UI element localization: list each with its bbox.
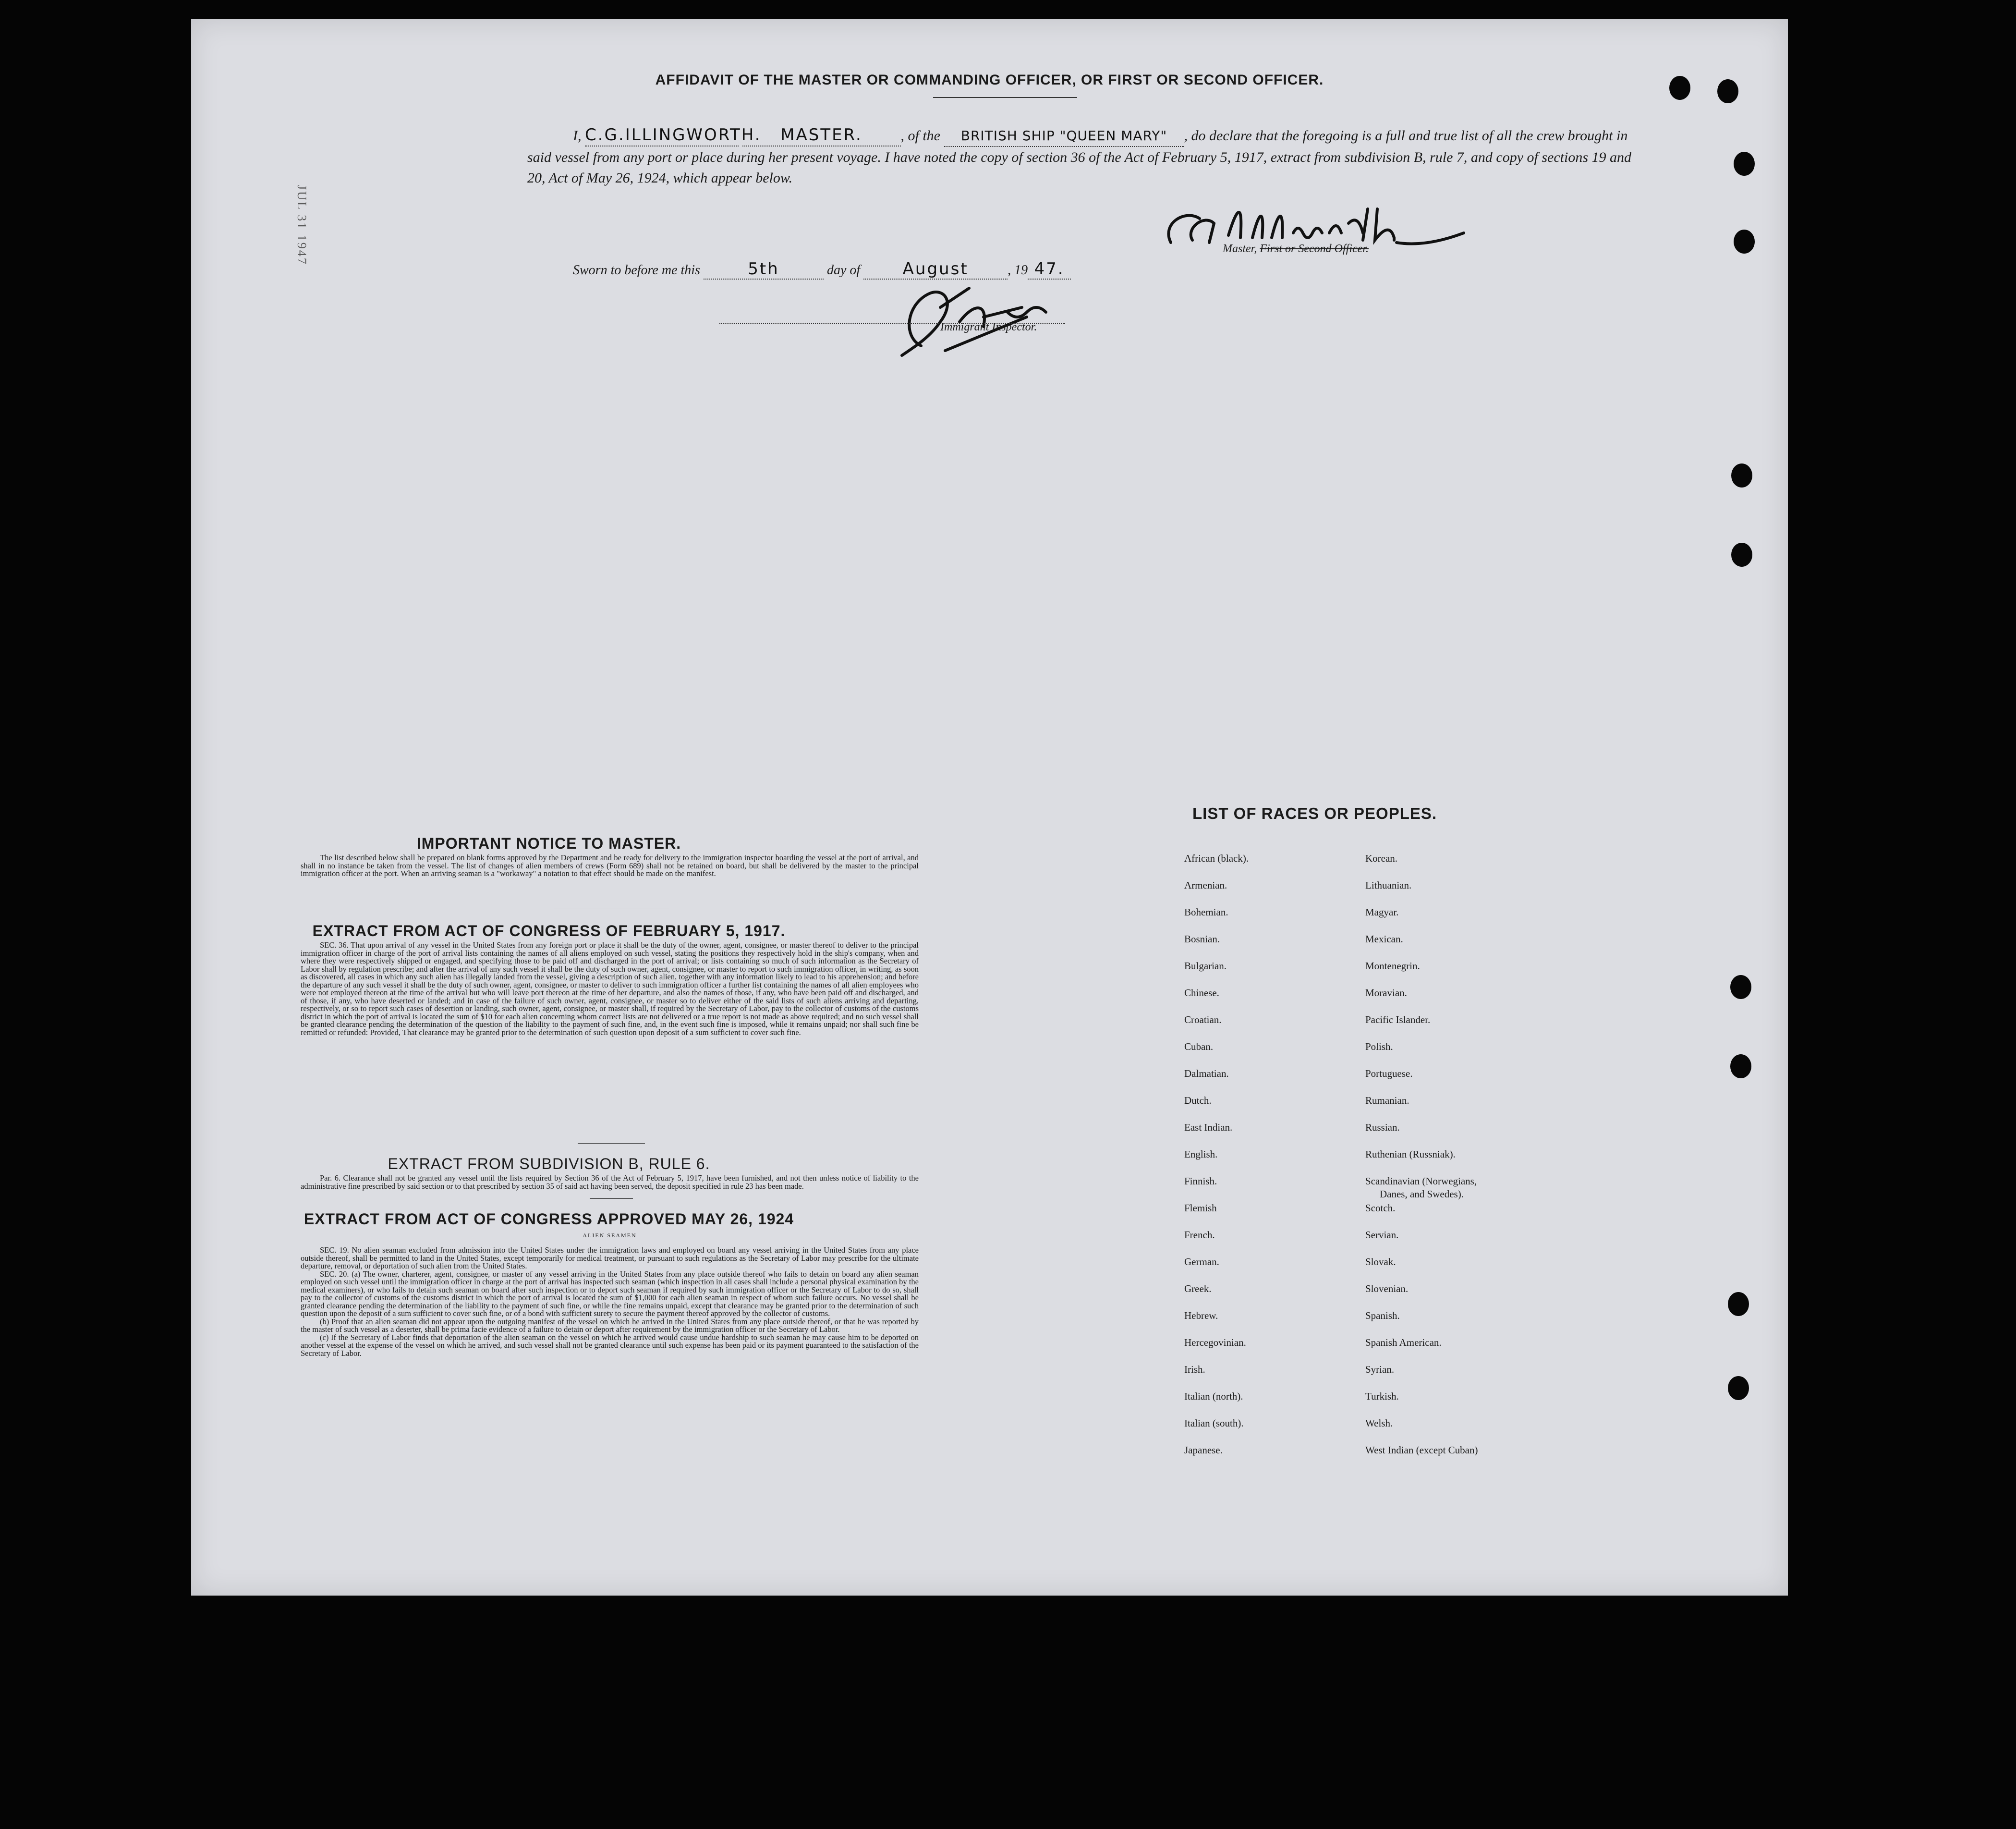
extract-1924-text (301, 1246, 919, 1357)
race-item: Welsh. (1365, 1417, 1393, 1429)
extract-1924-para: (b) Proof that an alien seaman did not appear upon the outgoing manifest of the vessel on which he arrived in the United States from any place outside thereof, or that he was reported by the master of such vessel as a deserter, shall be prima facie evidence of a failure to detain or deport after requirement by the immigration officer or the Secretary of Labor. (301, 1317, 919, 1334)
sworn-line: Sworn to before me this 5th day of August , 19 47. (573, 259, 1071, 280)
extract-1924-subtitle: ALIEN SEAMEN (583, 1232, 637, 1239)
race-item: French. (1184, 1229, 1215, 1241)
binder-hole (1730, 975, 1751, 999)
race-item: Montenegrin. (1365, 960, 1420, 972)
race-item: Bulgarian. (1184, 960, 1227, 972)
sworn-year: 47. (1028, 259, 1071, 280)
race-item: Pacific Islander. (1365, 1014, 1431, 1025)
declaration-body: that the foregoing is a full and true list of all the crew brought in said vessel from any port or place during her present voyage. I have noted the copy of section 36 of the Act of February 5, 1917, extract from subdivision B, rule 7, and copy of sections 19 and 20, Act of May 26, 1924, which appear below. (527, 128, 1632, 186)
race-item: Hebrew. (1184, 1310, 1218, 1321)
race-item: Bohemian. (1184, 906, 1228, 918)
extract-rule6-rule (590, 1198, 633, 1199)
binder-hole (1730, 1054, 1751, 1078)
race-item: Croatian. (1184, 1014, 1222, 1025)
race-item: Hercegovinian. (1184, 1337, 1246, 1348)
master-name: C.G.ILLINGWORTH. (585, 125, 739, 146)
race-item: Polish. (1365, 1041, 1393, 1052)
binder-hole (1731, 543, 1752, 567)
document-page (191, 19, 1788, 1596)
race-item: Finnish. (1184, 1175, 1217, 1187)
race-item: Magyar. (1365, 906, 1399, 918)
race-item: Mexican. (1365, 933, 1403, 945)
declare-label: , do declare (1184, 128, 1252, 144)
race-item: English. (1184, 1148, 1218, 1160)
race-item: Moravian. (1365, 987, 1407, 999)
extract-rule6-text: Par. 6. Clearance shall not be granted any vessel until the lists required by Section 36 of the Act of February 5, 1917, have been furnished, and not then unless notice of liability to the administrative fine prescribed by said section or to that prescribed by section 35 of said act having been served, the deposit specified in rule 23 has been made. (301, 1173, 919, 1191)
race-item: Chinese. (1184, 987, 1219, 999)
ship-name: BRITISH SHIP "QUEEN MARY" (944, 125, 1184, 147)
inspector-signature (863, 274, 1094, 360)
race-item: Rumanian. (1365, 1095, 1409, 1106)
race-item: Italian (north). (1184, 1390, 1243, 1402)
races-title: LIST OF RACES OR PEOPLES. (1192, 805, 1437, 822)
race-item: Lithuanian. (1365, 879, 1412, 891)
inspector-label: Immigrant Inspector. (940, 321, 1037, 333)
binder-hole (1734, 230, 1755, 254)
rank: MASTER. (742, 125, 901, 146)
race-item: Italian (south). (1184, 1417, 1244, 1429)
binder-hole (1731, 463, 1752, 488)
i-label: I, (573, 128, 582, 144)
race-item: Slovak. (1365, 1256, 1396, 1268)
title-underline (933, 97, 1077, 98)
master-signature-label: Master, First or Second Officer. (1223, 243, 1369, 255)
received-stamp: JUL 31 1947 (295, 185, 309, 266)
race-item: Scotch. (1365, 1202, 1396, 1214)
extract-1924-title: EXTRACT FROM ACT OF CONGRESS APPROVED MAY 26, 1924 (304, 1210, 794, 1228)
race-item: Portuguese. (1365, 1068, 1413, 1079)
race-item: Russian. (1365, 1122, 1400, 1133)
race-item: Armenian. (1184, 879, 1227, 891)
notice-text: The list described below shall be prepared on blank forms approved by the Department and be ready for delivery to the immigration inspector boarding the vessel at the port of arrival, and shall in no instance be taken from the vessel. The list of changes of alien members of crews (Form 689) shall not be retained on board, but shall be delivered by the master to the principal immigration officer at the port. When an arriving seaman is a "workaway" a notation to that effect should be made on the manifest. (301, 853, 919, 878)
race-item: East Indian. (1184, 1122, 1233, 1133)
binder-hole (1728, 1292, 1749, 1316)
race-item: Japanese. (1184, 1444, 1223, 1456)
race-item: Korean. (1365, 853, 1398, 864)
affidavit-title: AFFIDAVIT OF THE MASTER OR COMMANDING OFFICER, OR FIRST OR SECOND OFFICER. (655, 72, 1324, 88)
sworn-day: 5th (704, 259, 824, 280)
race-item: Slovenian. (1365, 1283, 1409, 1294)
race-item: Dalmatian. (1184, 1068, 1229, 1079)
race-item: Servian. (1365, 1229, 1399, 1241)
extract-1917-text: SEC. 36. That upon arrival of any vessel in the United States from any foreign port or place it shall be the duty of the owner, agent, consignee, or master thereof to deliver to the principal immigration officer in charge of the port of arrival lists containing the names of all aliens employed on such vessel, stating the positions they respectively hold in the ship's company, when and where they were respectively shipped or engaged, and specifying those to be paid off and discharged in the port of arrival; or lists containing so much of such information as the Secretary of Labor shall by regulation prescribe; and after the arrival of any such vessel it shall be the duty of such owner, agent, consignee, or master to report to such immigration officer, in writing, as soon as discovered, all cases in which any such alien has illegally landed from the vessel, giving a description of such alien, together with any information likely to lead to his apprehension; and before the departure of any such vessel it shall be the duty of such owner, agent, consignee, or master to deliver to such immigration officer a further list containing the names of all alien employees who were not employed thereon at the time of the arrival but who will leave port thereon at the time of her departure, and also the names of those, if any, who have been paid off and discharged, and of those, if any, who have deserted or landed; and in case of the failure of such owner, agent, consignee, or master so to deliver either of the said lists of such aliens arriving and departing, respectively, or so to report such cases of desertion or landing, such owner, agent, consignee, or master shall, if required by the Secretary of Labor, pay to the collector of customs of the customs district in which the port of arrival is located the sum of $10 for each alien concerning whom correct lists are not delivered or a true report is not made as above required; and no such vessel shall be granted clearance pending the determination of the question of the liability to the payment of such fine, and, in the event such fine is imposed, while it remains unpaid; nor shall such fine be remitted or refunded: Provided, That clearance may be granted prior to the determination of such question upon deposit of a sum sufficient to cover such fine. (301, 940, 919, 1037)
race-item: Bosnian. (1184, 933, 1220, 945)
race-item: Ruthenian (Russniak). (1365, 1148, 1456, 1160)
extract-rule6-title: EXTRACT FROM SUBDIVISION B, RULE 6. (388, 1155, 710, 1172)
sworn-month: August (863, 259, 1008, 280)
binder-hole (1728, 1376, 1749, 1400)
race-item: German. (1184, 1256, 1219, 1268)
race-item: African (black). (1184, 853, 1249, 864)
binder-hole (1734, 152, 1755, 176)
race-item: Syrian. (1365, 1364, 1395, 1375)
race-item: Irish. (1184, 1364, 1205, 1375)
extract-1924-para: SEC. 20. (a) The owner, charterer, agent, consignee, or master of any vessel arriving in the United States from any place outside thereof who fails to detain on board any alien seaman employed on such vessel until the immigration officer in charge at the port of arrival has inspected such seaman (which inspection in all cases shall include a personal physical examination by the medical examiners), or who fails to detain such seaman on board after such inspection or to deport such seaman if required by such immigration officer or the Secretary of Labor to do so, shall pay to the collector of customs of the customs district in which the port of arrival is located the sum of $1,000 for each alien seaman in respect of whom such failure occurs. No vessel shall be granted clearance pending the determination of the liability to the payment of such fine, or while the fine remains unpaid, except that clearance may be granted prior to the determination of such question upon the deposit of a sum sufficient to cover such fine, or of a bond with sufficient surety to secure the payment thereof approved by the collector of customs. (301, 1269, 919, 1318)
race-item: West Indian (except Cuban) (1365, 1444, 1478, 1456)
extract-1917-rule (578, 1143, 645, 1144)
extract-1924-para: SEC. 19. No alien seaman excluded from admission into the United States under the immigration laws and employed on board any vessel arriving in the United States from any place outside thereof, shall be permitted to land in the United States, except temporarily for medical treatment, or pursuant to such regulations as the Secretary of Labor may prescribe for the ultimate departure, removal, or deportation of such alien from the United States. (301, 1245, 919, 1270)
notice-title: IMPORTANT NOTICE TO MASTER. (416, 835, 681, 852)
race-item: Flemish (1184, 1202, 1217, 1214)
extract-1924-para: (c) If the Secretary of Labor finds that deportation of the alien seaman on the vessel on which he arrived would cause undue hardship to such seaman he may cause him to be deported on another vessel at the expense of the vessel on which he arrived, and such vessel shall not be granted clearance until such expense has been paid or its payment guaranteed to the satisfaction of the Secretary of Labor. (301, 1332, 919, 1358)
race-item: Greek. (1184, 1283, 1212, 1294)
race-item: Spanish. (1365, 1310, 1400, 1321)
of-the-label: , of the (900, 128, 940, 144)
race-item-continuation: Danes, and Swedes). (1380, 1188, 1464, 1200)
extract-1917-title: EXTRACT FROM ACT OF CONGRESS OF FEBRUARY 5, 1917. (312, 922, 786, 939)
race-item: Spanish American. (1365, 1337, 1442, 1348)
race-item: Dutch. (1184, 1095, 1212, 1106)
race-item: Turkish. (1365, 1390, 1399, 1402)
race-item: Cuban. (1184, 1041, 1214, 1052)
race-item: Scandinavian (Norwegians, (1365, 1175, 1477, 1187)
declaration (527, 125, 1632, 188)
